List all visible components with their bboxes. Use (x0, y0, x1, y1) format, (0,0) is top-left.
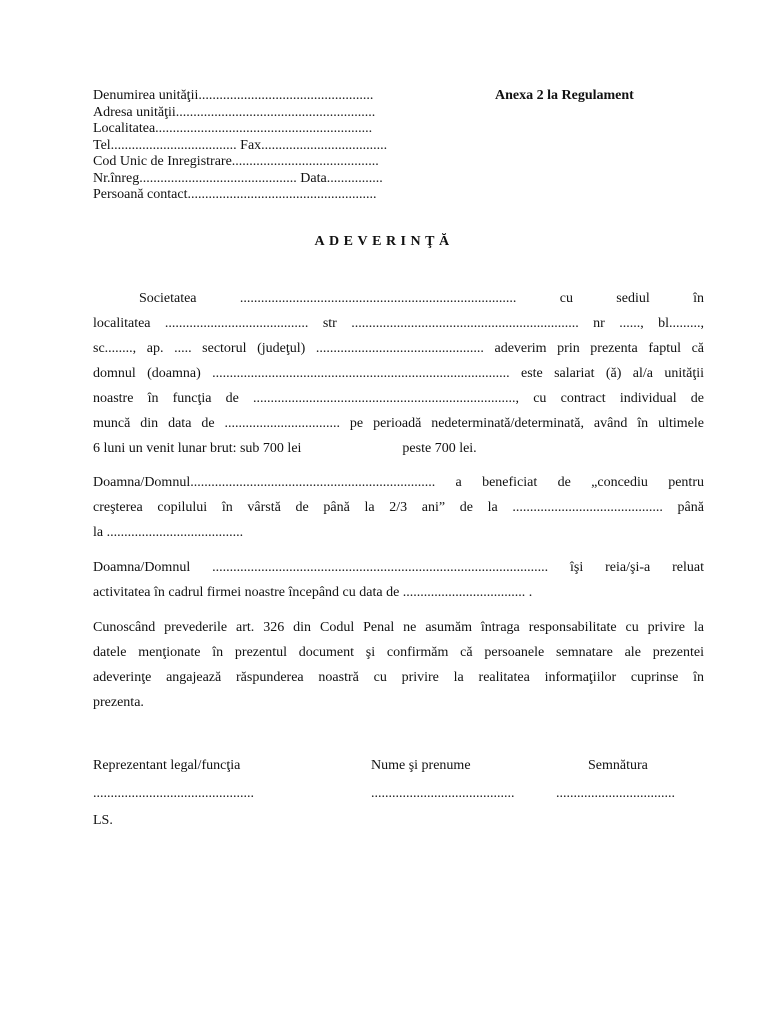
field-tel-fax: Tel.................................... Fax.................................... (93, 137, 388, 153)
paragraph-line: domnul (doamna) ..................................................................................... este salariat (ă) al/a unităţii (93, 366, 704, 381)
paragraph-line: Doamna/Domnul ................................................................................................ îşi reia/şi-a reluat (93, 560, 704, 575)
paragraph-line: sc........, ap. ..... sectorul (judeţul) ................................................ adeverim prin prezenta faptul că (93, 341, 704, 356)
label-signature: Semnătura (588, 758, 648, 773)
paragraph-resumed-activity (93, 555, 704, 605)
paragraph-line: prezenta. (93, 695, 144, 710)
field-locality: Localitatea.............................................................. (93, 121, 373, 136)
label-legal-representative: Reprezentant legal/funcţia (93, 758, 241, 773)
income-under-700: 6 luni un venit lunar brut: sub 700 lei (93, 441, 302, 456)
company-header (93, 88, 673, 204)
paragraph-line: localitatea ......................................... str ................................................................. nr ......, bl........., (93, 316, 704, 331)
document-title: ADEVERINŢĂ (314, 234, 454, 249)
seal-placeholder: LS. (93, 813, 113, 828)
paragraph-line: creşterea copilului în vârstă de până la 2/3 ani” de la ........................................... până (93, 500, 704, 515)
paragraph-line: Doamna/Domnul...................................................................... a beneficiat de „concediu pentru (93, 475, 704, 490)
income-line (93, 436, 704, 461)
field-company-address: Adresa unităţii......................................................... (93, 104, 376, 120)
field-registration-date: Nr.înreg............................................. Data................ (93, 170, 383, 186)
income-over-700: peste 700 lei. (402, 441, 477, 456)
paragraph-line: Cunoscând prevederile art. 326 din Codul Penal ne asumăm întraga responsabilitate cu privire la (93, 620, 704, 635)
paragraph-line: activitatea în cadrul firmei noastre începând cu data de ................................... . (93, 585, 533, 600)
paragraph-responsibility (93, 615, 704, 715)
blank-full-name: ......................................... (371, 786, 515, 801)
paragraph-childcare-leave (93, 470, 704, 545)
paragraph-line: adeverinţe angajează răspunderea noastră cu privire la realitatea informaţiilor cuprinse în (93, 670, 704, 685)
paragraph-line: la ....................................... (93, 525, 244, 540)
paragraph-line: Societatea ............................................................................... cu sediul în (139, 291, 704, 306)
paragraph-line: datele menţionate în prezentul document şi confirmăm că persoanele semnatare ale prezentei (93, 645, 704, 660)
field-cui: Cod Unic de Inregistrare.......................................... (93, 154, 379, 169)
label-full-name: Nume şi prenume (371, 758, 471, 773)
annex-label: Anexa 2 la Regulament (495, 88, 634, 103)
paragraph-line: noastre în funcţia de ..........................................................................., cu contract individual de (93, 391, 704, 406)
paragraph-employment (93, 286, 704, 461)
field-company-name: Denumirea unităţii.................................................. (93, 88, 374, 103)
blank-signature: .................................. (556, 786, 675, 801)
paragraph-line: muncă din data de ................................. pe perioadă nedeterminată/determinată, având în ultimele (93, 416, 704, 431)
blank-legal-representative: .............................................. (93, 786, 254, 801)
field-contact-person: Persoană contact...................................................... (93, 187, 377, 202)
